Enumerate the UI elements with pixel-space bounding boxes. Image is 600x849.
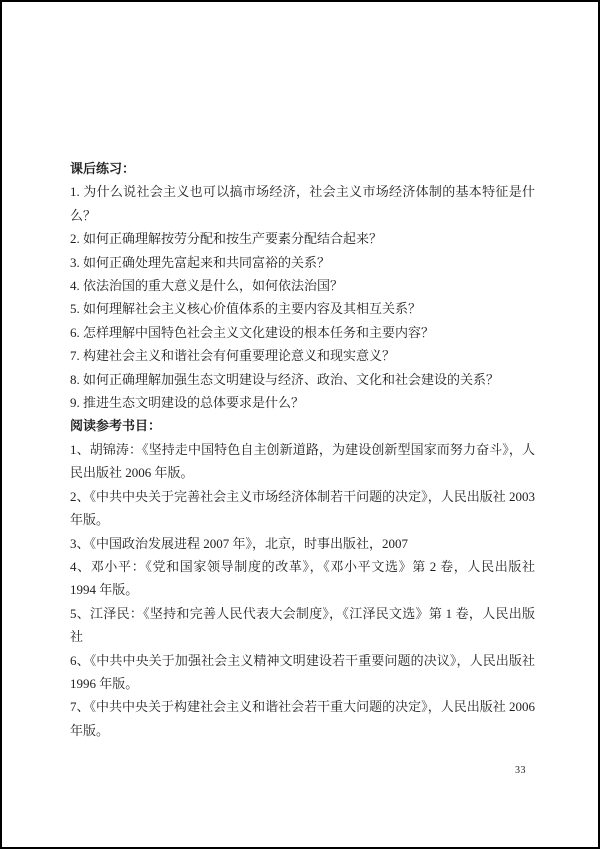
bibliography-item: 5、江泽民：《坚持和完善人民代表大会制度》，《江泽民文选》第 1 卷，人民出版社 [70, 605, 535, 645]
exercise-item: 9. 推进生态文明建设的总体要求是什么？ [70, 395, 305, 411]
exercise-item: 3. 如何正确处理先富起来和共同富裕的关系？ [70, 254, 331, 270]
exercises-heading: 课后练习： [70, 161, 136, 176]
exercise-item: 1. 为什么说社会主义也可以搞市场经济，社会主义市场经济体制的基本特征是什么？ [70, 184, 535, 223]
exercise-item: 7. 构建社会主义和谐社会有何重要理论意义和现实意义？ [70, 348, 396, 364]
bibliography-item: 3、《中国政治发展进程 2007 年》，北京，时事出版社，2007 [70, 535, 409, 551]
bibliography-item: 1、胡锦涛：《坚持走中国特色自主创新道路，为建设创新型国家而努力奋斗》，人民出版社 2006 年版。 [70, 441, 535, 481]
exercise-item: 8. 如何正确理解加强生态文明建设与经济、政治、文化和社会建设的关系？ [70, 371, 500, 387]
exercise-item: 6. 怎样理解中国特色社会主义文化建设的根本任务和主要内容？ [70, 324, 435, 340]
page-content [70, 157, 535, 742]
exercise-item: 2. 如何正确理解按劳分配和按生产要素分配结合起来？ [70, 231, 383, 247]
page-number: 33 [515, 765, 526, 776]
bibliography-heading: 阅读参考书目： [70, 418, 162, 434]
bibliography-item: 4、邓小平：《党和国家领导制度的改革》，《邓小平文选》第 2 卷，人民出版社 1994 年版。 [70, 558, 535, 598]
bibliography-item: 7、《中共中央关于构建社会主义和谐社会若干重大问题的决定》，人民出版社 2006 年版。 [70, 699, 535, 738]
exercise-item: 4. 依法治国的重大意义是什么，如何依法治国？ [70, 278, 344, 294]
bibliography-item: 6、《中共中央关于加强社会主义精神文明建设若干重要问题的决议》，人民出版社 1996 年版。 [70, 652, 535, 691]
bibliography-item: 2、《中共中央关于完善社会主义市场经济体制若干问题的决定》，人民出版社 2003 年版。 [70, 488, 535, 528]
exercise-item: 5. 如何理解社会主义核心价值体系的主要内容及其相互关系？ [70, 301, 422, 317]
